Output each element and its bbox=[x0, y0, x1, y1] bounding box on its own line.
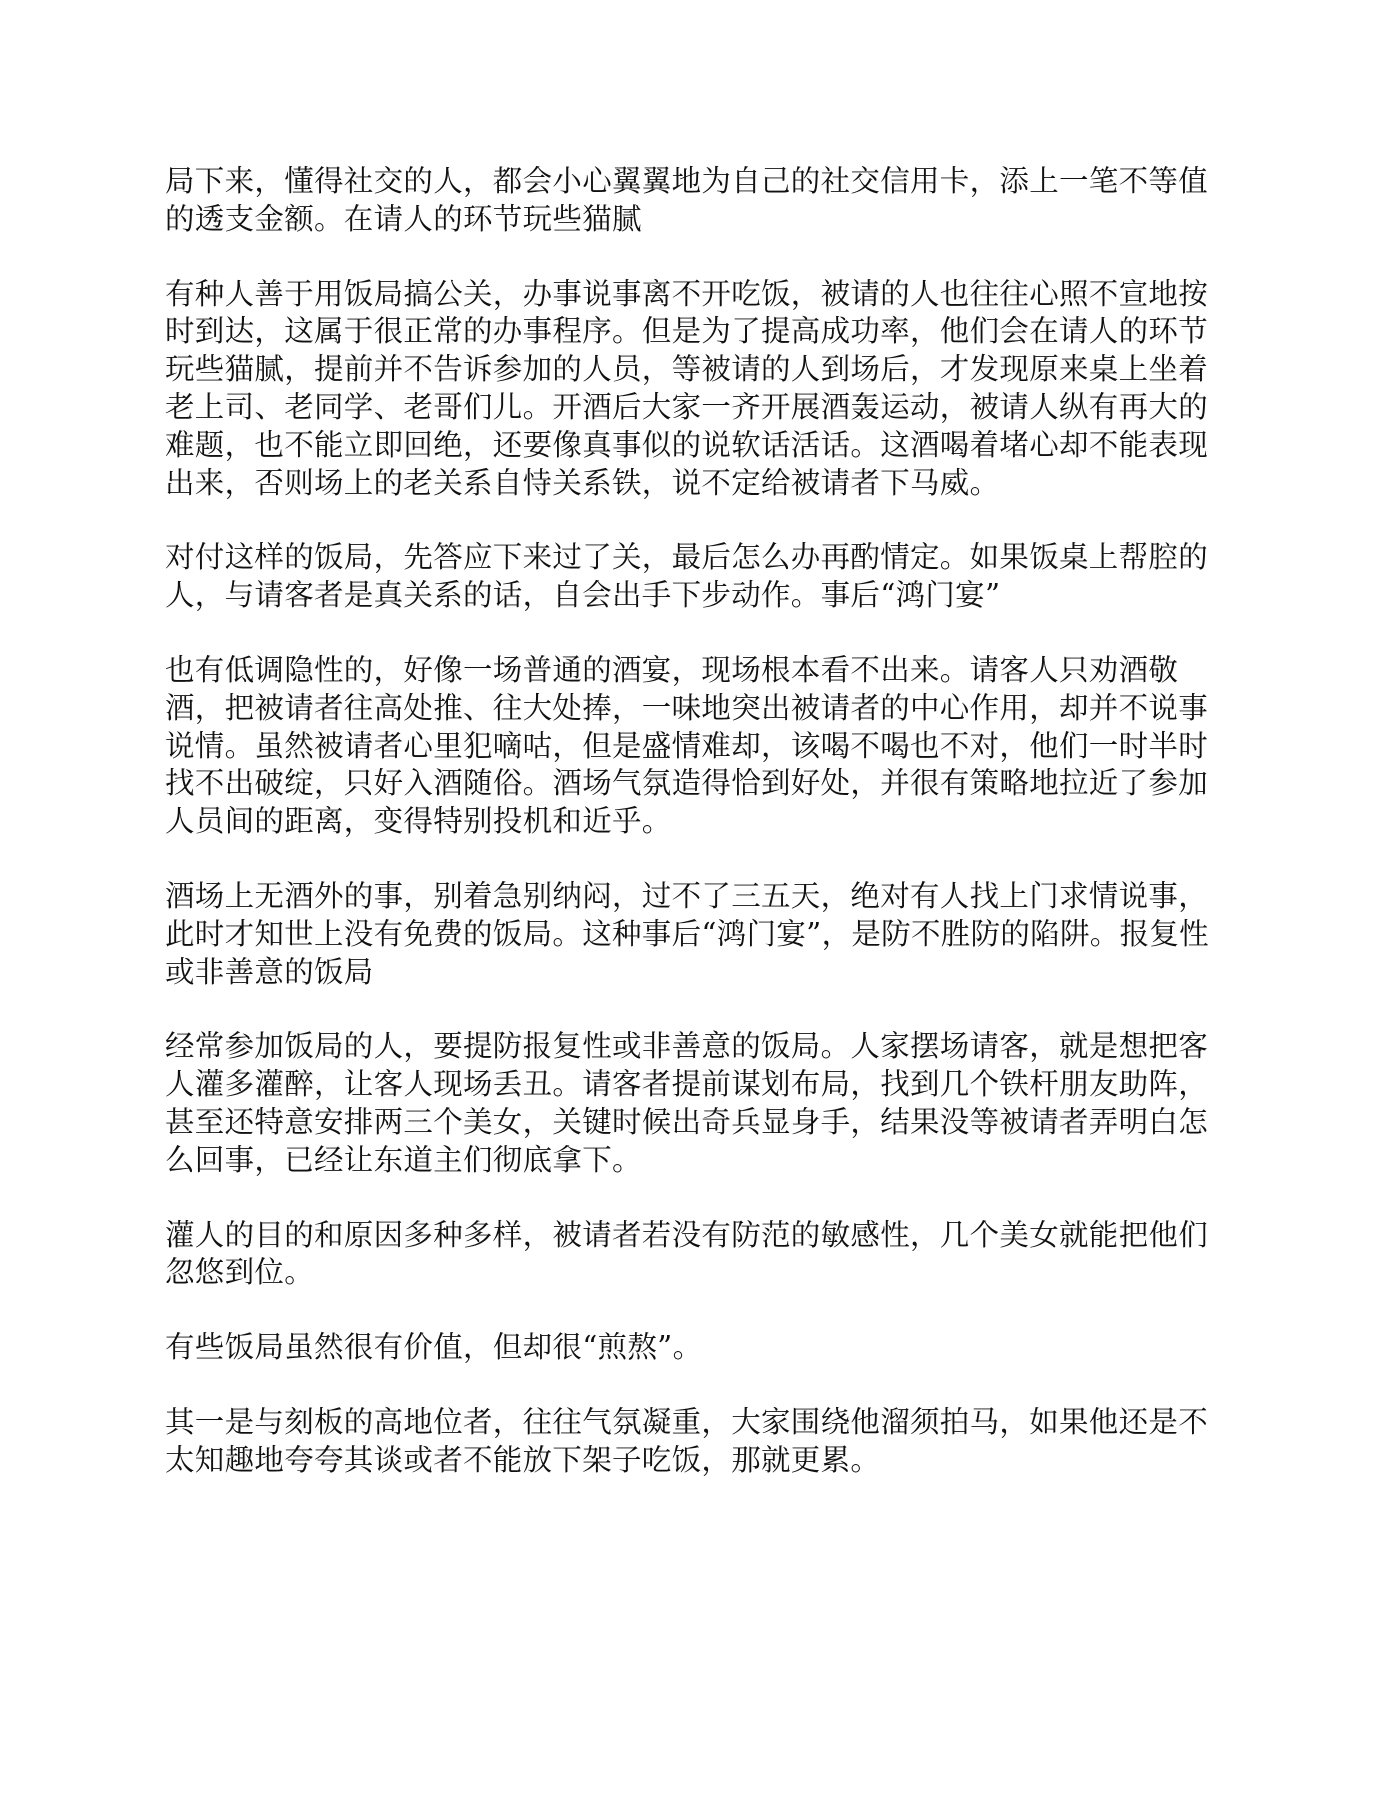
paragraph-6: 经常参加饭局的人，要提防报复性或非善意的饭局。人家摆场请客，就是想把客人灌多灌醉，让客人现场丢丑。请客者提前谋划布局，找到几个铁杆朋友助阵，甚至还特意安排两三个美女，关键时候出奇兵显身手，结果没等被请者弄明白怎么回事，已经让东道主们彻底拿下。 bbox=[165, 1029, 1209, 1177]
document-body bbox=[165, 163, 1227, 1517]
paragraph-4: 也有低调隐性的，好像一场普通的酒宴，现场根本看不出来。请客人只劝酒敬酒，把被请者往高处推、往大处捧，一味地突出被请者的中心作用，却并不说事说情。虽然被请者心里犯嘀咕，但是盛情难却，该喝不喝也不对，他们一时半时找不出破绽，只好入酒随俗。酒场气氛造得恰到好处，并很有策略地拉近了参加人员间的距离，变得特别投机和近乎。 bbox=[165, 652, 1209, 839]
paragraph-9: 其一是与刻板的高地位者，往往气氛凝重，大家围绕他溜须拍马，如果他还是不太知趣地夸夸其谈或者不能放下架子吃饭，那就更累。 bbox=[165, 1404, 1209, 1477]
paragraph-8: 有些饭局虽然很有价值，但却很“煎熬”。 bbox=[165, 1330, 703, 1365]
paragraph-5: 酒场上无酒外的事，别着急别纳闷，过不了三五天，绝对有人找上门求情说事，此时才知世上没有免费的饭局。这种事后“鸿门宴”，是防不胜防的陷阱。报复性或非善意的饭局 bbox=[165, 878, 1209, 989]
paragraph-2: 有种人善于用饭局搞公关，办事说事离不开吃饭，被请的人也往往心照不宣地按时到达，这属于很正常的办事程序。但是为了提高成功率，他们会在请人的环节玩些猫腻，提前并不告诉参加的人员，等被请的人到场后，才发现原来桌上坐着老上司、老同学、老哥们儿。开酒后大家一齐开展酒轰运动，被请人纵有再大的难题，也不能立即回绝，还要像真事似的说软话活话。这酒喝着堵心却不能表现出来，否则场上的老关系自恃关系铁，说不定给被请者下马威。 bbox=[165, 276, 1209, 500]
paragraph-7: 灌人的目的和原因多种多样，被请者若没有防范的敏感性，几个美女就能把他们忽悠到位。 bbox=[165, 1217, 1209, 1290]
paragraph-3: 对付这样的饭局，先答应下来过了关，最后怎么办再酌情定。如果饭桌上帮腔的人，与请客者是真关系的话，自会出手下步动作。事后“鸿门宴” bbox=[165, 540, 1209, 613]
paragraph-1: 局下来，懂得社交的人，都会小心翼翼地为自己的社交信用卡，添上一笔不等值的透支金额。在请人的环节玩些猫腻 bbox=[165, 164, 1209, 236]
